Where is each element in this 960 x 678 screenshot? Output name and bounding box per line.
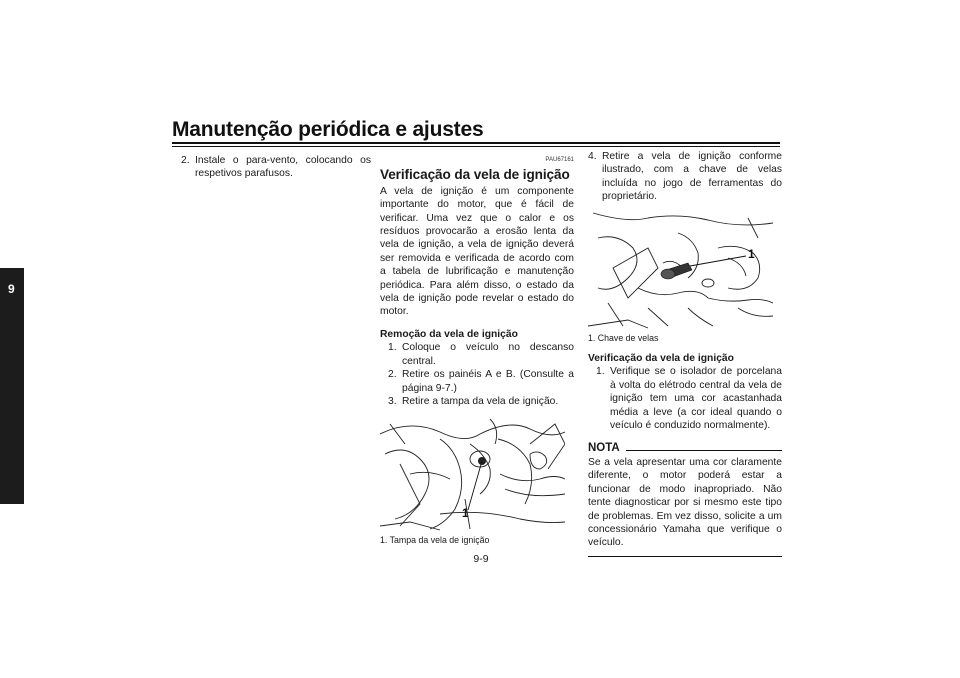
figure-callout-1: 1 [462, 506, 469, 521]
spark-plug-wrench-illustration [588, 208, 773, 330]
step-number: 2. [181, 155, 190, 166]
inspection-heading: Verificação da vela de ignição [588, 353, 734, 365]
step-2 [181, 154, 371, 181]
step-text: Retire os painéis A e B. (Consulte a página 9-7.) [402, 369, 574, 394]
step-number: 2. [388, 369, 397, 381]
step-text: Retire a tampa da vela de ignição. [402, 395, 559, 407]
spark-plug-cap-illustration [380, 414, 565, 532]
step-text: Coloque o veículo no descanso central. [402, 342, 574, 367]
step-number: 1. [596, 366, 605, 378]
column-middle [380, 150, 574, 548]
inspection-steps [588, 365, 782, 432]
removal-heading: Remoção da vela de ignição [380, 328, 518, 340]
nota-end-rule [588, 556, 782, 557]
step-number: 1. [388, 342, 397, 354]
chapter-tab-label: 9 [8, 282, 15, 296]
section-heading: Verificação da vela de ignição [380, 167, 570, 183]
list-item [388, 395, 574, 408]
intro-paragraph: A vela de ignição é um componente importante do motor, que é fácil de verificar. Uma vez que o calor e os resíduos provocarão a erosão lenta da vela de ignição, a vela de ignição deverá ser removida e verificada de acordo com a tabela de lubrificação e manutenção periódica. Para além disso, o estado da vela de ignição pode revelar o estado do motor. [380, 185, 574, 318]
figure-callout-1: 1 [748, 246, 755, 261]
spark-plug-cap-drawing [380, 414, 565, 532]
nota-text: Se a vela apresentar uma cor claramente diferente, o motor poderá estar a funcionar de modo inapropriado. Não tente diagnosticar por si mesmo este tipo de problemas. Em vez disso, solicite a um concessionário Yamaha que verifique o veículo. [588, 456, 782, 549]
step-4 [588, 150, 782, 204]
removal-steps [380, 341, 574, 408]
step-text: Verifique se o isolador de porcelana à volta do elétrodo central da vela de ignição tem uma cor acastanhada média a leve (a cor ideal quando o veículo é conduzido normalmente). [610, 366, 782, 432]
list-item [596, 365, 782, 432]
figure-caption: 1. Tampa da vela de ignição [380, 535, 490, 546]
page-number: 9-9 [473, 553, 489, 565]
list-item [388, 341, 574, 368]
step-text: Retire a vela de ignição conforme ilustrado, com a chave de velas incluída no jogo de ferramentas do proprietário. [602, 151, 782, 203]
nota-header [588, 442, 782, 455]
list-item [388, 368, 574, 395]
document-code: PAU67161 [545, 157, 574, 163]
spark-plug-wrench-drawing [588, 208, 773, 330]
step-text: Instale o para-vento, colocando os respetivos parafusos. [195, 155, 371, 180]
step-number: 4. [588, 151, 597, 162]
nota-rule [626, 450, 782, 451]
nota-label: NOTA [588, 442, 620, 455]
column-left [181, 154, 371, 181]
figure-caption: 1. Chave de velas [588, 332, 659, 343]
chapter-tab[interactable] [0, 268, 24, 504]
page-title: Manutenção periódica e ajustes [172, 118, 484, 141]
header-rule-thin [172, 146, 780, 147]
column-right [588, 150, 782, 557]
step-number: 3. [388, 395, 397, 407]
header-rule-thick [172, 142, 780, 144]
